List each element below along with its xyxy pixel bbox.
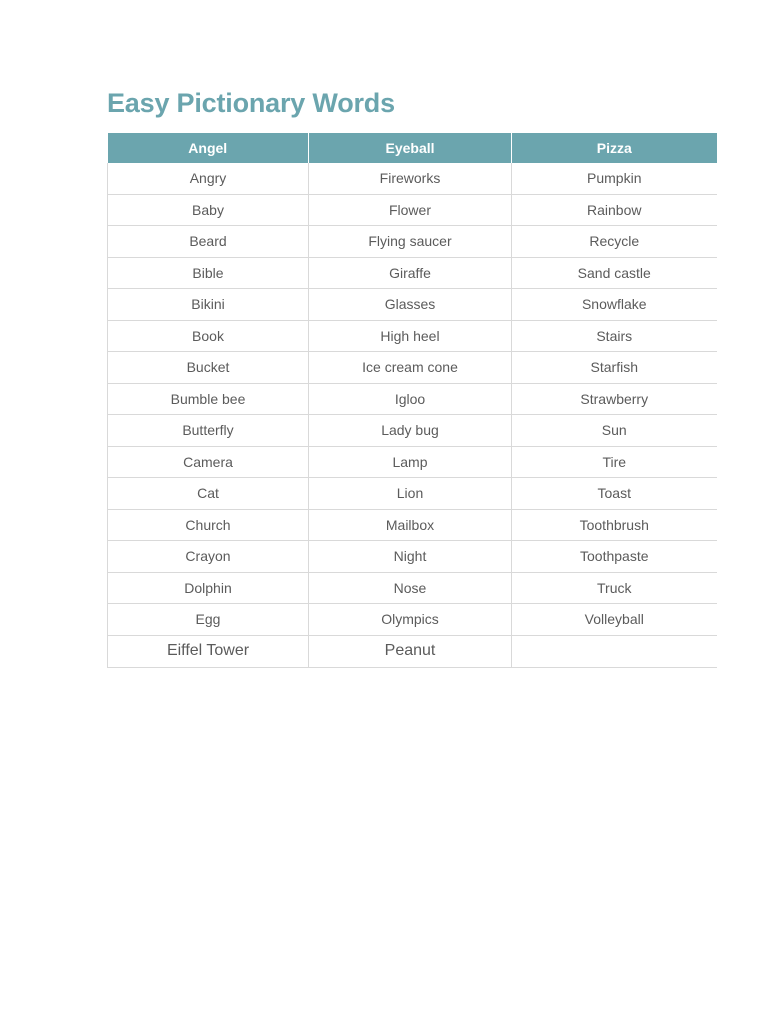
- table-cell: Lady bug: [309, 415, 512, 447]
- table-row: [108, 446, 717, 478]
- table-cell: Igloo: [309, 383, 512, 415]
- table-cell: Giraffe: [309, 257, 512, 289]
- table-cell: Nose: [309, 572, 512, 604]
- table-cell: Camera: [108, 446, 309, 478]
- table-cell: Peanut: [309, 635, 512, 667]
- table-cell: Book: [108, 320, 309, 352]
- table-cell: Butterfly: [108, 415, 309, 447]
- table-cell: Dolphin: [108, 572, 309, 604]
- table-cell: Crayon: [108, 541, 309, 573]
- table-row: [108, 635, 717, 667]
- table-row: [108, 509, 717, 541]
- column-header: Eyeball: [309, 133, 512, 163]
- table-cell: Baby: [108, 194, 309, 226]
- table-cell: Angry: [108, 163, 309, 194]
- table-row: [108, 415, 717, 447]
- table-row: [108, 541, 717, 573]
- table-cell: Rainbow: [512, 194, 717, 226]
- table-cell: Glasses: [309, 289, 512, 321]
- table-cell: Pumpkin: [512, 163, 717, 194]
- table-row: [108, 478, 717, 510]
- table-cell: Tire: [512, 446, 717, 478]
- page-title: Easy Pictionary Words: [107, 88, 395, 118]
- table-cell: Egg: [108, 604, 309, 636]
- table-cell: Beard: [108, 226, 309, 258]
- table-cell: Strawberry: [512, 383, 717, 415]
- word-table: [107, 133, 717, 668]
- table-cell: Recycle: [512, 226, 717, 258]
- table-cell: Fireworks: [309, 163, 512, 194]
- table-cell: Cat: [108, 478, 309, 510]
- table-cell: Flying saucer: [309, 226, 512, 258]
- table-row: [108, 257, 717, 289]
- table-cell: Sand castle: [512, 257, 717, 289]
- column-header: Pizza: [512, 133, 717, 163]
- table-row: [108, 289, 717, 321]
- table-cell: Lamp: [309, 446, 512, 478]
- table-cell: Bumble bee: [108, 383, 309, 415]
- table-cell: Bible: [108, 257, 309, 289]
- table-cell: Night: [309, 541, 512, 573]
- table-row: [108, 572, 717, 604]
- column-header: Angel: [108, 133, 309, 163]
- table-cell: Bikini: [108, 289, 309, 321]
- empty-cell: [512, 635, 717, 667]
- table-row: [108, 604, 717, 636]
- table-cell: Eiffel Tower: [108, 635, 309, 667]
- table-cell: Toast: [512, 478, 717, 510]
- table-cell: Mailbox: [309, 509, 512, 541]
- table-row: [108, 352, 717, 384]
- table-cell: Volleyball: [512, 604, 717, 636]
- table-cell: Bucket: [108, 352, 309, 384]
- table-cell: Stairs: [512, 320, 717, 352]
- table-cell: Flower: [309, 194, 512, 226]
- table-row: [108, 163, 717, 194]
- table-cell: Truck: [512, 572, 717, 604]
- table-row: [108, 320, 717, 352]
- table-cell: Church: [108, 509, 309, 541]
- table-cell: Ice cream cone: [309, 352, 512, 384]
- table-row: [108, 226, 717, 258]
- table-cell: Toothpaste: [512, 541, 717, 573]
- table-cell: Toothbrush: [512, 509, 717, 541]
- table-cell: Olympics: [309, 604, 512, 636]
- table-cell: High heel: [309, 320, 512, 352]
- table-row: [108, 383, 717, 415]
- table-cell: Snowflake: [512, 289, 717, 321]
- table-cell: Sun: [512, 415, 717, 447]
- table-cell: Starfish: [512, 352, 717, 384]
- table-header-row: [108, 133, 717, 163]
- table-row: [108, 194, 717, 226]
- table-cell: Lion: [309, 478, 512, 510]
